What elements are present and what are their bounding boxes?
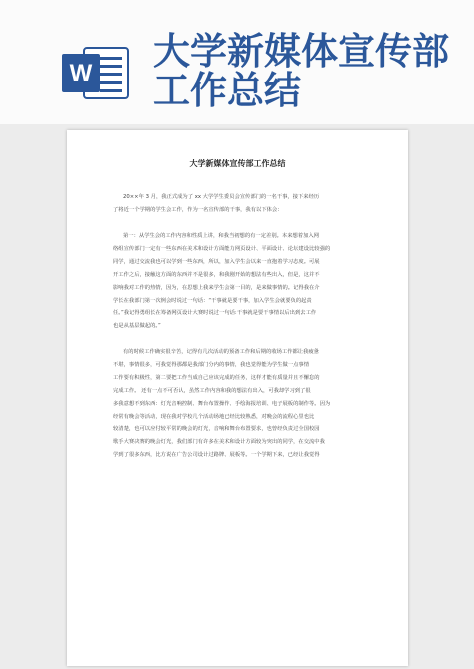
text-line: 同学，通过交流我也可以学到一些东西，所以，加入学生会以来一直抱着学习态度。可展 <box>113 258 320 265</box>
word-icon <box>62 44 132 102</box>
document-title: 大学新媒体宣传部工作总结 <box>189 159 286 168</box>
paragraph-1 <box>113 191 361 217</box>
text-line: 影响我对工作的热情，因为，在思想上我来学生会第一目的，是来做事情的。记得我在介 <box>113 284 320 291</box>
text-line: 络组宣传部门一定有一些东西在美术和设计方面能力网页设计、平面设计、论坛建设比较强的 <box>113 245 331 252</box>
text-line: 学到了很多东西，比方说在广告公司设计过路牌、展板等。一个学期下来，已经让我觉得 <box>113 452 320 459</box>
text-line: 完成工作。 还有一点不可否认，虽然工作内容和我的想法有出入，可我却学习到了很 <box>113 387 311 394</box>
word-logo-letter: W <box>69 60 93 87</box>
page-title-line-1: 大学新媒体宣传部 <box>153 30 449 73</box>
page-title-line-2: 工作总结 <box>153 69 301 112</box>
document-page <box>67 130 408 666</box>
page-title <box>153 32 463 110</box>
text-line: 了将近一个学期的学生会工作，作为一名宣传部的干事，我有以下体会： <box>113 206 283 213</box>
text-line: 不堪，事情很多，可我觉得那都是我部门分内的事情，我也觉得能为学生做一点事情 <box>113 361 309 368</box>
text-line: 20××年 3 月，我正式成为了 xx 大学学生委员会宣传部门的一名干事，接下来经历 <box>123 194 320 200</box>
text-line: 任。”我记得勇组长在筹备网页设计大赛时说过一句话:干事就是要干事情以后出到去工作 <box>113 310 317 317</box>
text-line: 歌手大赛决赛的晚会灯光，我们部门有许多在美术和设计方面较为突出的同学，在交流中我 <box>113 439 325 446</box>
text-line: 较清楚，也可以应付较平常的晚会的灯光，音响和舞台布置要求，也曾经负责过全国校园 <box>113 426 320 433</box>
text-line: 工作要有积极性，第二要把工作当成自己应该完成的任务，这样才能有质量并且不懈怠的 <box>113 374 320 381</box>
text-line: 也是从基层做起的。” <box>113 323 161 330</box>
text-line: 有的时候工作确实很辛苦，记得有几次活动的预备工作和后期的收场工作都让我疲惫 <box>123 349 319 355</box>
text-line: 第一：从学生会的工作内容和性质上讲，和我当初想的有一定差别。本来想着加入网 <box>123 233 319 239</box>
text-line: 经常有晚会等活动，现在我对学校几个活动场地已经比较熟悉，对晚会的流程心里也比 <box>113 413 315 420</box>
paragraph-2 <box>113 230 361 333</box>
text-line: 开工作之后，接触这方面的东西并不是很多，和我刚开始的想法有些出入，但是，这并不 <box>113 271 320 278</box>
text-line: 学长在我部门第一次例会时说过一句话：“干事就是要干事，加入学生会就要负的起责 <box>113 297 312 304</box>
text-line: 多我意想不到东西：灯光音响控制、舞台布置操作、手绘海报培训、电子展板的制作等。因为 <box>113 400 331 407</box>
paragraph-3 <box>113 346 361 462</box>
